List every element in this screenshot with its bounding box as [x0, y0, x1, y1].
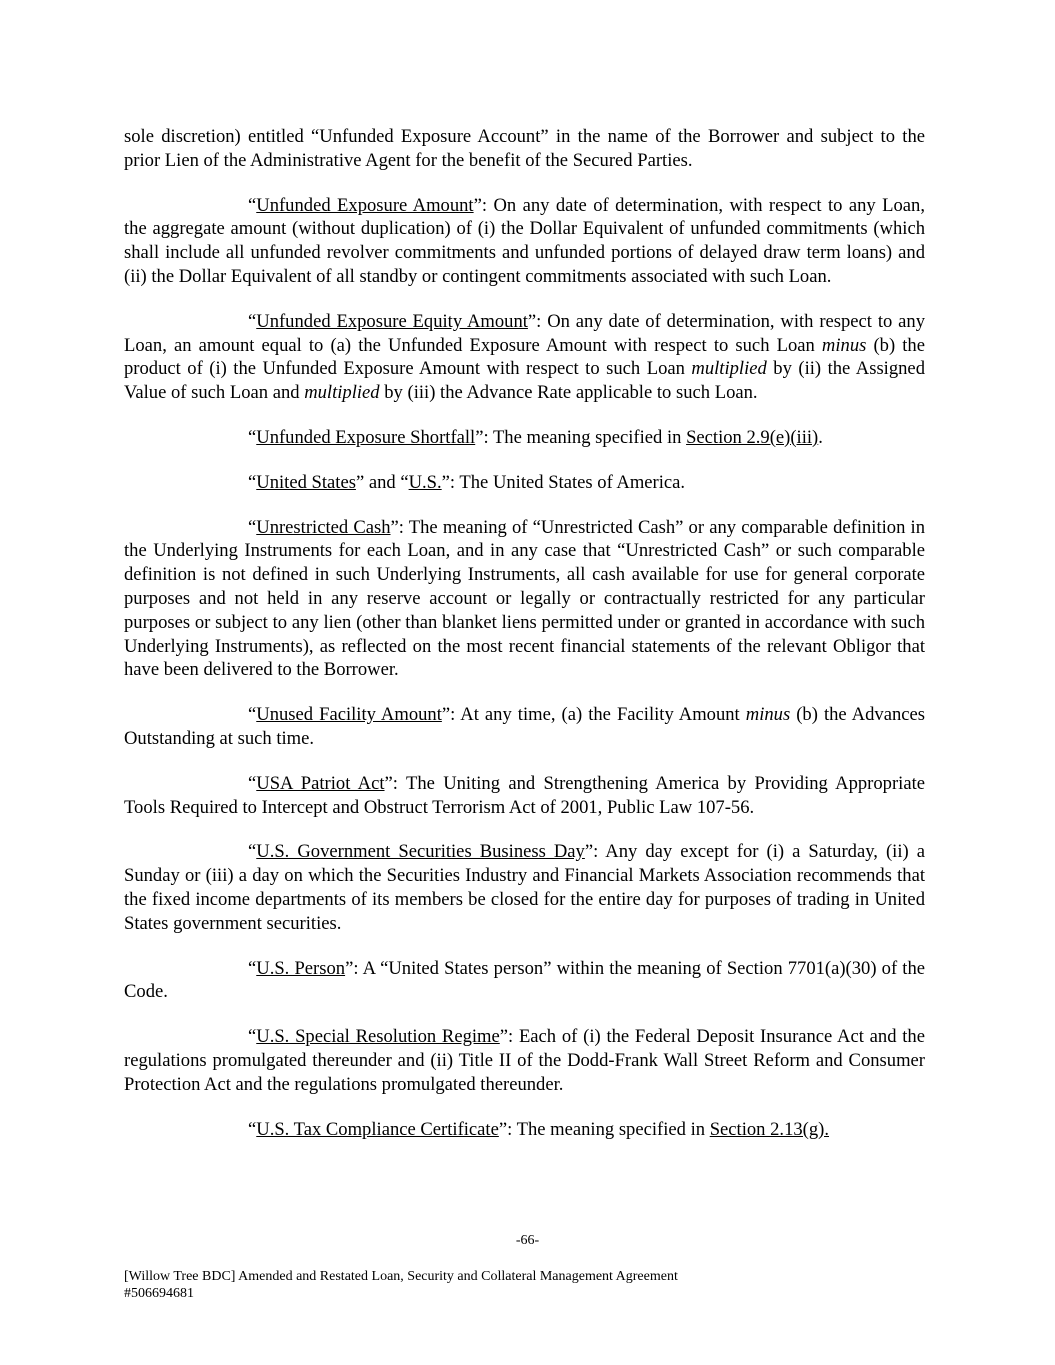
page-number: -66-	[515, 1233, 540, 1248]
definition-us-tax-compliance-certificate: “U.S. Tax Compliance Certificate”: The meaning specified in Section 2.13(g).	[248, 1118, 829, 1140]
defined-term: Unfunded Exposure Amount	[256, 194, 474, 216]
defined-term: U.S. Government Securities Business Day	[256, 841, 585, 863]
defined-term: U.S. Special Resolution Regime	[256, 1026, 500, 1048]
definition-unfunded-exposure-shortfall: “Unfunded Exposure Shortfall”: The meaning specified in Section 2.9(e)(iii).	[248, 426, 823, 448]
section-reference: Section 2.13(g).	[709, 1118, 829, 1140]
footer-title: [Willow Tree BDC] Amended and Restated Loan, Security and Collateral Management Agreement	[124, 1269, 678, 1284]
footer-doc-id: #506694681	[124, 1286, 194, 1301]
defined-term: USA Patriot Act	[256, 772, 385, 794]
defined-term: U.S.	[408, 471, 442, 493]
definition-usa-patriot-act: “USA Patriot Act”: The Uniting and Strengthening America by Providing Appropriate Tools Required to Intercept and Obstruct Terrorism Act of 2001, Public Law 107-56.	[124, 772, 925, 818]
defined-term: Unrestricted Cash	[256, 516, 391, 538]
document-footer	[124, 1268, 678, 1302]
document-body	[124, 125, 925, 1141]
defined-term: U.S. Tax Compliance Certificate	[256, 1118, 499, 1140]
definition-united-states: “United States” and “U.S.”: The United States of America.	[248, 471, 686, 493]
defined-term: U.S. Person	[256, 957, 346, 979]
definition-unfunded-exposure-amount: “Unfunded Exposure Amount”: On any date of determination, with respect to any Loan, the aggregate amount (without duplication) of (i) the Dollar Equivalent of unfunded commitments (which shall include all unfunded revolver commitments and unfunded portions of delayed draw term loans) and (ii) the Dollar Equivalent of all standby or contingent commitments associated with such Loan.	[124, 194, 925, 287]
definition-us-government-securities-business-day: “U.S. Government Securities Business Day”: Any day except for (i) a Saturday, (ii) a Sunday or (iii) a day on which the Securities Industry and Financial Markets Association recommends that the fixed income departments of its members be closed for the entire day for purposes of trading in United States government securities.	[124, 841, 925, 934]
intro-paragraph: sole discretion) entitled “Unfunded Exposure Account” in the name of the Borrower and subject to the prior Lien of the Administrative Agent for the benefit of the Secured Parties.	[124, 126, 925, 171]
definition-unused-facility-amount: “Unused Facility Amount”: At any time, (a) the Facility Amount minus (b) the Advances Outstanding at such time.	[124, 704, 925, 749]
definition-us-special-resolution-regime: “U.S. Special Resolution Regime”: Each of (i) the Federal Deposit Insurance Act and the regulations promulgated thereunder and (ii) Title II of the Dodd-Frank Wall Street Reform and Consumer Protection Act and the regulations promulgated thereunder.	[124, 1026, 925, 1095]
section-reference: Section 2.9(e)(iii)	[686, 426, 819, 448]
defined-term: Unfunded Exposure Shortfall	[256, 426, 476, 448]
definition-unrestricted-cash: “Unrestricted Cash”: The meaning of “Unrestricted Cash” or any comparable definition in the Underlying Instruments for each Loan, and in any case that “Unrestricted Cash” or such comparable definition is not defined in such Underlying Instruments, all cash available for use for general corporate purposes and not held in any reserve account or legally or contractually restricted for any particular purposes or subject to any lien (other than blanket liens permitted under or granted in accordance with such Underlying Instruments), as reflected on the most recent financial statements of the relevant Obligor that have been delivered to the Borrower.	[124, 516, 925, 681]
definition-unfunded-exposure-equity-amount: “Unfunded Exposure Equity Amount”: On any date of determination, with respect to any Loan, an amount equal to (a) the Unfunded Exposure Amount with respect to such Loan minus (b) the product of (i) the Unfunded Exposure Amount with respect to such Loan multiplied by (ii) the Assigned Value of such Loan and multiplied by (iii) the Advance Rate applicable to such Loan.	[124, 310, 925, 404]
defined-term: Unused Facility Amount	[256, 704, 442, 726]
defined-term: United States	[256, 471, 356, 493]
defined-term: Unfunded Exposure Equity Amount	[256, 310, 528, 332]
definition-us-person: “U.S. Person”: A “United States person” within the meaning of Section 7701(a)(30) of the Code.	[124, 957, 925, 1003]
